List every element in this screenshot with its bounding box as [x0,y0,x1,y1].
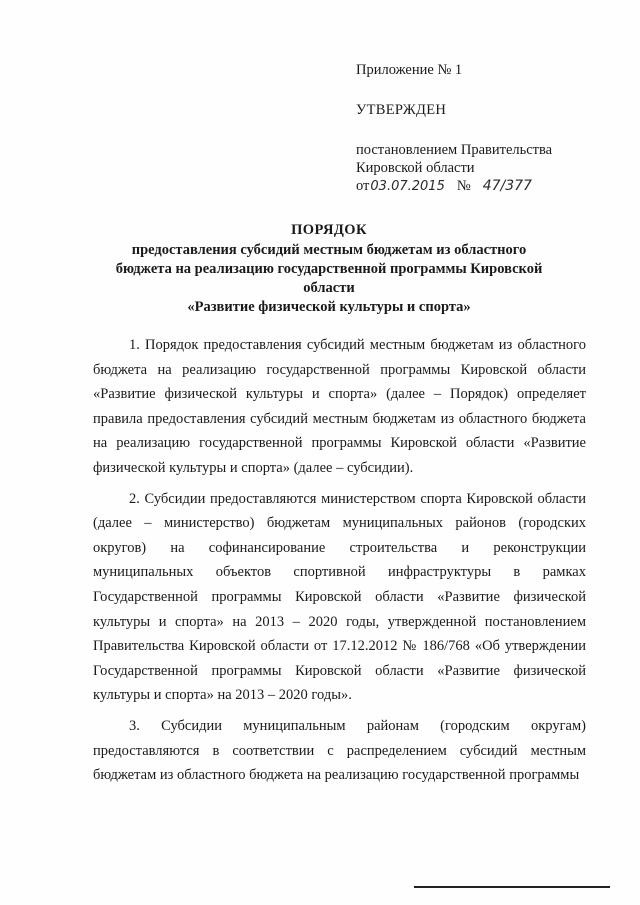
number-sign: № [456,178,471,194]
handwritten-decree-number: 47/377 [482,178,532,194]
approval-block [356,61,616,196]
decree-date-line [356,177,616,196]
decree-region: Кировской области [356,160,475,176]
footer-rule [414,886,610,888]
title-main: ПОРЯДОК [291,222,367,238]
approved-stamp-text: УТВЕРЖДЕН [356,102,447,118]
appendix-number: Приложение № 1 [356,62,463,78]
paragraph-1: 1. Порядок предоставления субсидий местным бюджетам из областного бюджета на реализацию государственной программы Кировской области «Развитие физической культуры и спорта» (далее – Порядок) определяет правила предоставления субсидий местным бюджетам из областного бюджета на реализацию государственной программы Кировской области «Развитие физической культуры и спорта» (далее – субсидии). [93,337,586,476]
date-prefix: от [356,178,370,194]
document-body [93,333,586,788]
title-line-3: «Развитие физической культуры и спорта» [187,299,471,315]
handwritten-date: 03.07.2015 [370,179,445,194]
title-line-1: предоставления субсидий местным бюджетам из областного [131,242,527,258]
document-title [90,221,568,317]
decree-authority: постановлением Правительства [356,142,553,158]
title-line-2: бюджета на реализацию государственной программы Кировской области [115,261,543,296]
paragraph-2: 2. Субсидии предоставляются министерством спорта Кировской области (далее – министерство) бюджетам муниципальных районов (городских округов) на софинансирование строительства и реконструкции муниципальных объектов спортивной инфраструктуры в рамках Государственной программы Кировской области «Развитие физической культуры и спорта» на 2013 – 2020 годы, утвержденной постановлением Правительства Кировской области от 17.12.2012 № 186/768 «Об утверждении Государственной программы Кировской области «Развитие физической культуры и спорта» на 2013 – 2020 годы». [93,490,586,704]
paragraph-3: 3. Субсидии муниципальным районам (городским округам) предоставляются в соответствии с распределением субсидий местным бюджетам из областного бюджета на реализацию государственной программы [93,717,586,784]
